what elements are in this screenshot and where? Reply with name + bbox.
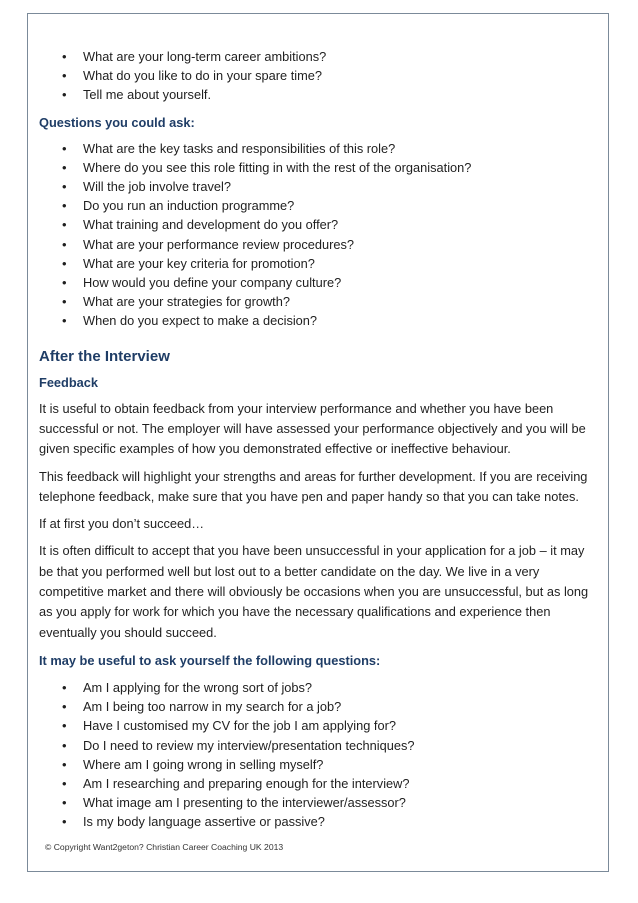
list-item: • Where do you see this role fitting in with the rest of the organisation?	[45, 158, 590, 177]
list-item: • What are the key tasks and responsibilities of this role?	[45, 139, 590, 158]
self-questions-heading: It may be useful to ask yourself the following questions:	[39, 652, 381, 668]
list-item: • What are your performance review procedures?	[45, 235, 590, 254]
list-item: • Am I being too narrow in my search for a job?	[45, 697, 590, 716]
page-content	[39, 47, 590, 832]
list-item: • What are your long-term career ambitions?	[45, 47, 590, 66]
self-question-list	[45, 678, 590, 832]
list-item: • Am I applying for the wrong sort of jobs?	[45, 678, 590, 697]
list-item: • What are your key criteria for promotion?	[45, 254, 590, 273]
list-item: • When do you expect to make a decision?	[45, 311, 590, 330]
succeed-subheading: If at first you don’t succeed…	[39, 516, 205, 532]
list-item: • What do you like to do in your spare time?	[45, 66, 590, 85]
list-item: • Where am I going wrong in selling myself?	[45, 755, 590, 774]
list-item: • Will the job involve travel?	[45, 177, 590, 196]
feedback-notes-paragraph: This feedback will highlight your strengths and areas for further development. If you are receiving telephone feedback, make sure that you have pen and paper handy so that you can take notes.	[39, 468, 588, 504]
list-item: • What are your strategies for growth?	[45, 292, 590, 311]
list-item: • Have I customised my CV for the job I am applying for?	[45, 716, 590, 735]
list-item: • What training and development do you offer?	[45, 215, 590, 234]
list-item: • Do you run an induction programme?	[45, 196, 590, 215]
top-question-list	[45, 47, 590, 105]
after-interview-heading: After the Interview	[39, 347, 170, 365]
list-item: • Is my body language assertive or passive?	[45, 812, 590, 831]
list-item: • How would you define your company culture?	[45, 273, 590, 292]
feedback-paragraph: It is useful to obtain feedback from your interview performance and whether you have been successful or not. The employer will have assessed your performance objectively and you will be given specific examples of how you demonstrated effective or ineffective behaviour.	[39, 400, 586, 457]
list-item: • Tell me about yourself.	[45, 85, 590, 104]
list-item: • Do I need to review my interview/presentation techniques?	[45, 736, 590, 755]
unsuccessful-paragraph: It is often difficult to accept that you have been unsuccessful in your application for a job – it may be that you performed well but lost out to a better candidate on the day. We live in a very competitive market and there will obviously be occasions when you are unsuccessful, but as long as you apply for work for which you have the necessary qualifications and experience then eventually you should succeed.	[39, 543, 589, 640]
list-item: • What image am I presenting to the interviewer/assessor?	[45, 793, 590, 812]
ask-question-list	[45, 139, 590, 331]
copyright-footer: © Copyright Want2geton? Christian Career Coaching UK 2013	[45, 842, 284, 852]
feedback-heading: Feedback	[39, 374, 99, 390]
questions-to-ask-heading: Questions you could ask:	[39, 114, 195, 130]
list-item: • Am I researching and preparing enough for the interview?	[45, 774, 590, 793]
